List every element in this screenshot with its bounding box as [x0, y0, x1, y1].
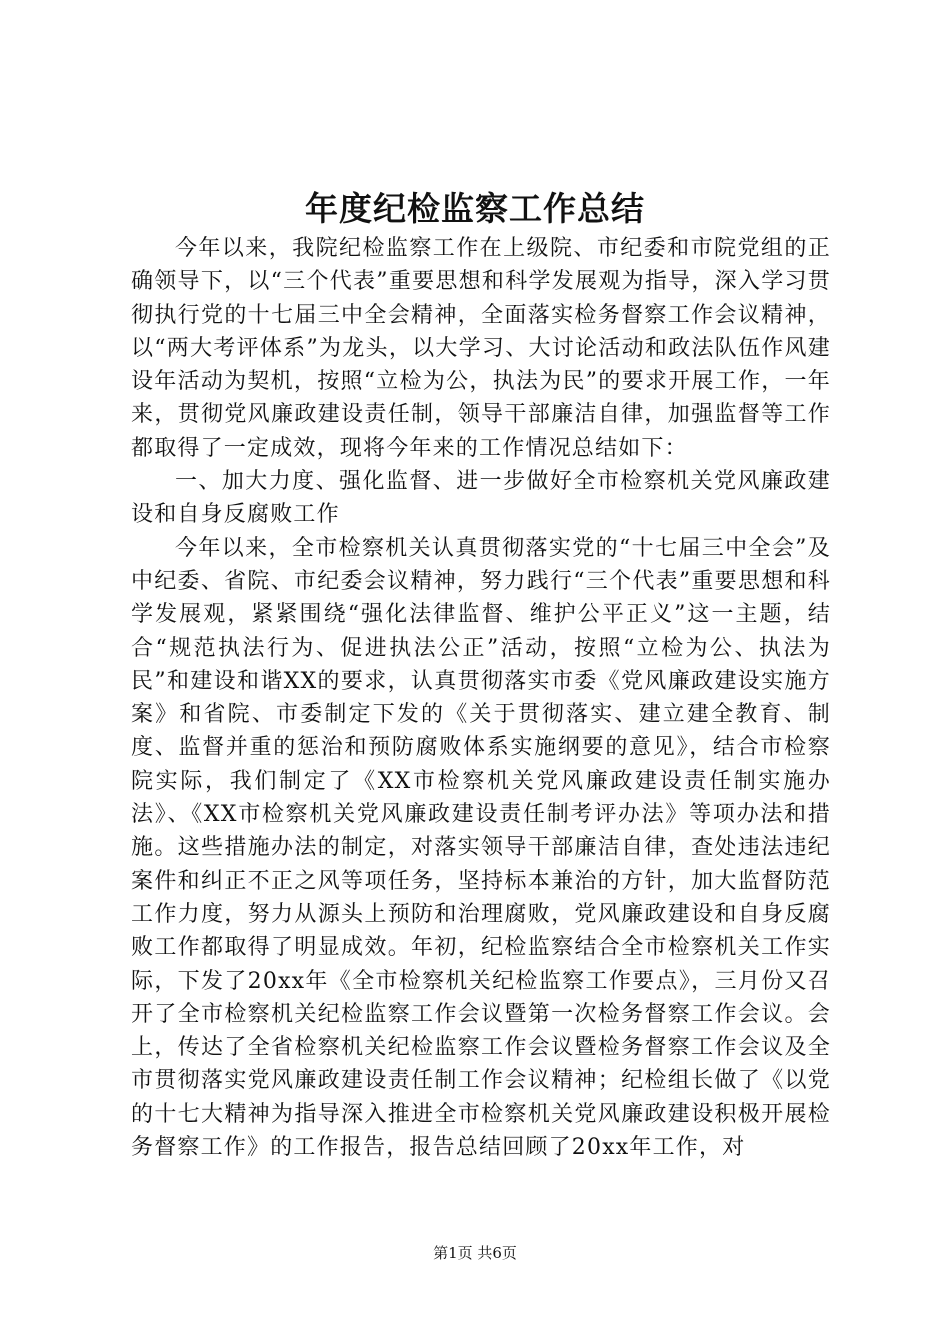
- page-number: 第1页: [433, 1244, 473, 1262]
- page-total: 共6页: [477, 1244, 517, 1262]
- page-footer: [0, 1241, 950, 1265]
- document-title: 年度纪检监察工作总结: [305, 189, 645, 228]
- document-body: [131, 232, 831, 1164]
- paragraph-section-heading: 一、加大力度、强化监督、进一步做好全市检察机关党风廉政建设和自身反腐败工作: [131, 469, 831, 528]
- paragraph-section-body: 今年以来，全市检察机关认真贯彻落实党的“十七届三中全会”及中纪委、省院、市纪委会议精神，努力践行“三个代表”重要思想和科学发展观，紧紧围绕“强化法律监督、维护公平正义”这一主题，结合“规范执法行为、促进执法公正”活动，按照“立检为公、执法为民”和建设和谐XX的要求，认真贯彻落实市委《党风廉政建设实施方案》和省院、市委制定下发的《关于贯彻落实、建立建全教育、制度、监督并重的惩治和预防腐败体系实施纲要的意见》，结合市检察院实际，我们制定了《XX市检察机关党风廉政建设责任制实施办法》、《XX市检察机关党风廉政建设责任制考评办法》等项办法和措施。这些措施办法的制定，对落实领导干部廉洁自律，查处违法违纪案件和纠正不正之风等项任务，坚持标本兼治的方针，加大监督防范工作力度，努力从源头上预防和治理腐败，党风廉政建设和自身反腐败工作都取得了明显成效。年初，纪检监察结合全市检察机关工作实际，下发了20xx年《全市检察机关纪检监察工作要点》，三月份又召开了全市检察机关纪检监察工作会议暨第一次检务督察工作会议。会上，传达了全省检察机关纪检监察工作会议暨检务督察工作会议及全市贯彻落实党风廉政建设责任制工作会议精神；纪检组长做了《以党的十七大精神为指导深入推进全市检察机关党风廉政建设积极开展检务督察工作》的工作报告，报告总结回顾了20xx年工作，对: [131, 535, 831, 1161]
- paragraph-intro: 今年以来，我院纪检监察工作在上级院、市纪委和市院党组的正确领导下，以“三个代表”重要思想和科学发展观为指导，深入学习贯彻执行党的十七届三中全会精神，全面落实检务督察工作会议精神，以“两大考评体系”为龙头，以大学习、大讨论活动和政法队伍作风建设年活动为契机，按照“立检为公，执法为民”的要求开展工作，一年来，贯彻党风廉政建设责任制，领导干部廉洁自律，加强监督等工作都取得了一定成效，现将今年来的工作情况总结如下：: [131, 236, 831, 461]
